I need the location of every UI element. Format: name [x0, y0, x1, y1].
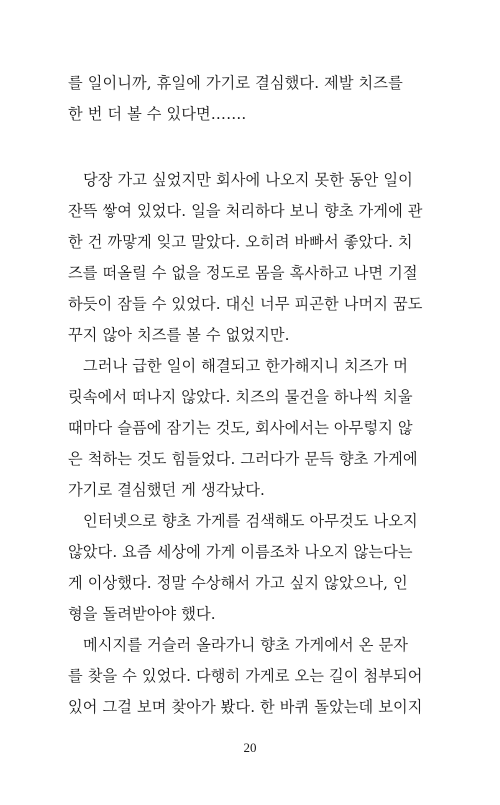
- text-line: 꾸지 않아 치즈를 볼 수 없었지만.: [68, 326, 290, 344]
- paragraph-start-line: 인터넷으로 향초 가게를 검색해도 아무것도 나오지: [83, 512, 418, 530]
- text-line: 않았다. 요즘 세상에 가게 이름조차 나오지 않는다는: [68, 543, 413, 561]
- paragraph-start-line: 메시지를 거슬러 올라가니 향초 가게에서 온 문자: [83, 636, 408, 654]
- paragraph-start-line: 그러나 급한 일이 해결되고 한가해지니 치즈가 머: [83, 357, 408, 375]
- text-line: 즈를 떠올릴 수 없을 정도로 몸을 혹사하고 나면 기절: [68, 264, 418, 282]
- text-line: 한 번 더 볼 수 있다면…….: [68, 105, 247, 123]
- text-line: 게 이상했다. 정말 수상해서 가고 싶지 않았으나, 인: [68, 574, 408, 592]
- paragraph-start-line: 당장 가고 싶었지만 회사에 나오지 못한 동안 일이: [83, 171, 413, 189]
- text-line: 하듯이 잠들 수 있었다. 대신 너무 피곤한 나머지 꿈도: [68, 295, 423, 313]
- text-line: 한 건 까맣게 잊고 말았다. 오히려 바빠서 좋았다. 치: [68, 233, 413, 251]
- page-number: 20: [243, 740, 257, 755]
- text-line: 를 일이니까, 휴일에 가기로 결심했다. 제발 치즈를: [68, 74, 403, 92]
- text-line: 때마다 슬픔에 잠기는 것도, 회사에서는 아무렇지 않: [68, 419, 413, 437]
- text-line: 형을 돌려받아야 했다.: [68, 605, 216, 623]
- text-line: 가기로 결심했던 게 생각났다.: [68, 481, 265, 499]
- text-line: 잔뜩 쌓여 있었다. 일을 처리하다 보니 향초 가게에 관: [68, 202, 423, 220]
- text-line: 를 찾을 수 있었다. 다행히 가게로 오는 길이 첨부되어: [68, 667, 423, 685]
- text-line: 은 척하는 것도 힘들었다. 그러다가 문득 향초 가게에: [68, 450, 418, 468]
- text-line: 릿속에서 떠나지 않았다. 치즈의 물건을 하나씩 치울: [68, 388, 413, 406]
- text-line: 있어 그걸 보며 찾아가 봤다. 한 바퀴 돌았는데 보이지: [68, 698, 423, 716]
